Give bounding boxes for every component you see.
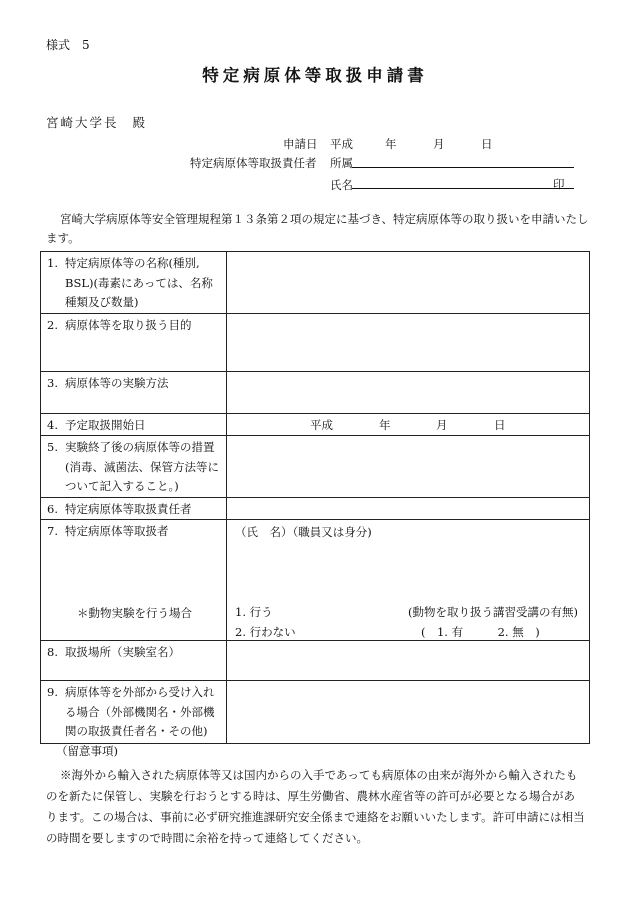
- row-9-label-line2: る場合（外部機関名・外部機: [65, 704, 215, 719]
- row-9-label: [41, 681, 227, 744]
- table-row: [41, 413, 590, 436]
- row-8-label: [41, 641, 227, 681]
- notes-text: ※海外から輸入された病原体等又は国内からの入手であっても病原体の由来が海外から輸入されたものを新たに保管し、実験を行おうとする時は、厚生労働省、農林水産省等の許可が必要となる場合があります。この場合は、事前に必ず研究推進課研究安全係まで連絡をお願いいたします。許可申請には相当の時間を要しますので時間に余裕を持って連絡してください。: [46, 768, 585, 845]
- row-9-number: 9.: [47, 685, 58, 699]
- affiliation-label: 所属: [330, 156, 353, 170]
- date-era: 平成: [330, 137, 353, 151]
- pathogen-name-field[interactable]: [227, 252, 590, 314]
- row-5-label-line3: ついて記入すること。): [65, 479, 179, 493]
- table-row: [41, 641, 590, 681]
- intro-text: 宮崎大学病原体等安全管理規程第１３条第２項の規定に基づき、特定病原体等の取り扱いを申請いたします。: [46, 212, 589, 245]
- start-date-year-label: 年: [379, 417, 391, 432]
- handler-name-header: （氏 名）（職員又は身分): [235, 525, 372, 539]
- animal-experiment-label: ＊動物実験を行う場合: [77, 606, 192, 620]
- date-year-label: 年: [385, 137, 397, 151]
- responsible-person-label: 特定病原体等取扱責任者: [190, 156, 317, 170]
- row-9-label-line3: 関の取扱責任者名・その他): [65, 724, 208, 738]
- addressee-honorific: 殿: [132, 115, 148, 130]
- application-form-table: [40, 251, 590, 744]
- notes-body: [46, 765, 586, 849]
- training-attendance-label: (動物を取り扱う講習受講の有無): [408, 605, 578, 619]
- date-label: 申請日: [283, 137, 318, 151]
- handlers-field[interactable]: [227, 520, 590, 641]
- row-1-label-line3: 種類及び数量): [65, 295, 139, 309]
- row-5-number: 5.: [47, 440, 58, 454]
- row-4-number: 4.: [47, 417, 58, 432]
- affiliation-field[interactable]: [352, 153, 574, 168]
- row-7-label-text: 特定病原体等取扱者: [65, 524, 169, 538]
- notes-heading: （留意事項): [56, 744, 118, 758]
- start-date-field[interactable]: [227, 413, 590, 436]
- row-9-label-line1: 病原体等を外部から受け入れ: [65, 685, 215, 699]
- row-1-label-line1: 特定病原体等の名称(種別,: [65, 256, 200, 270]
- purpose-field[interactable]: [227, 313, 590, 371]
- table-row: [41, 252, 590, 314]
- experiment-method-field[interactable]: [227, 371, 590, 413]
- row-2-label: [41, 313, 227, 371]
- row-6-number: 6.: [47, 501, 58, 516]
- row-1-label-line2: BSL)(毒素にあっては、名称: [65, 275, 213, 290]
- row-3-label: [41, 371, 227, 413]
- row-5-label-line1: 実験終了後の病原体等の措置: [65, 440, 215, 454]
- row-8-label-text: 取扱場所（実験室名）: [65, 645, 180, 659]
- addressee-name: 宮崎大学長: [46, 115, 119, 130]
- row-8-number: 8.: [47, 645, 58, 659]
- table-row: [41, 436, 590, 498]
- row-2-label-text: 病原体等を取り扱う目的: [65, 317, 192, 332]
- form-number: 様式 5: [46, 38, 90, 52]
- post-experiment-measures-field[interactable]: [227, 436, 590, 498]
- seal-mark: 印: [553, 177, 565, 191]
- row-1-number: 1.: [47, 256, 58, 270]
- addressee: [46, 113, 147, 131]
- animal-experiment-yes-option[interactable]: 1. 行う: [235, 605, 273, 619]
- animal-experiment-no-option[interactable]: 2. 行わない: [235, 625, 296, 639]
- date-day-label: 日: [481, 137, 493, 151]
- start-date-era: 平成: [310, 417, 333, 432]
- row-5-label-line2: (消毒、滅菌法、保管方法等に: [65, 459, 219, 474]
- table-row: [41, 497, 590, 520]
- row-3-number: 3.: [47, 375, 58, 390]
- handling-location-field[interactable]: [227, 641, 590, 681]
- responsible-person-field[interactable]: [227, 497, 590, 520]
- row-7-number: 7.: [47, 524, 58, 538]
- start-date-day-label: 日: [494, 417, 506, 432]
- row-7-label: [41, 520, 227, 641]
- start-date-month-label: 月: [436, 417, 448, 432]
- row-6-label: [41, 497, 227, 520]
- external-source-field[interactable]: [227, 681, 590, 744]
- row-1-label: [41, 252, 227, 314]
- row-4-label: [41, 413, 227, 436]
- date-month-label: 月: [433, 137, 445, 151]
- row-6-label-text: 特定病原体等取扱責任者: [65, 501, 192, 516]
- row-4-label-text: 予定取扱開始日: [65, 417, 146, 432]
- row-3-label-text: 病原体等の実験方法: [65, 375, 169, 390]
- row-5-label: [41, 436, 227, 498]
- training-attendance-options[interactable]: ( 1. 有 2. 無 ): [421, 625, 540, 639]
- table-row: [41, 313, 590, 371]
- table-row: [41, 681, 590, 744]
- table-row: [41, 520, 590, 641]
- page-title: 特定病原体等取扱申請書: [202, 66, 428, 85]
- row-2-number: 2.: [47, 317, 58, 332]
- table-row: [41, 371, 590, 413]
- name-field[interactable]: [352, 174, 574, 189]
- name-label: 氏名: [330, 178, 353, 192]
